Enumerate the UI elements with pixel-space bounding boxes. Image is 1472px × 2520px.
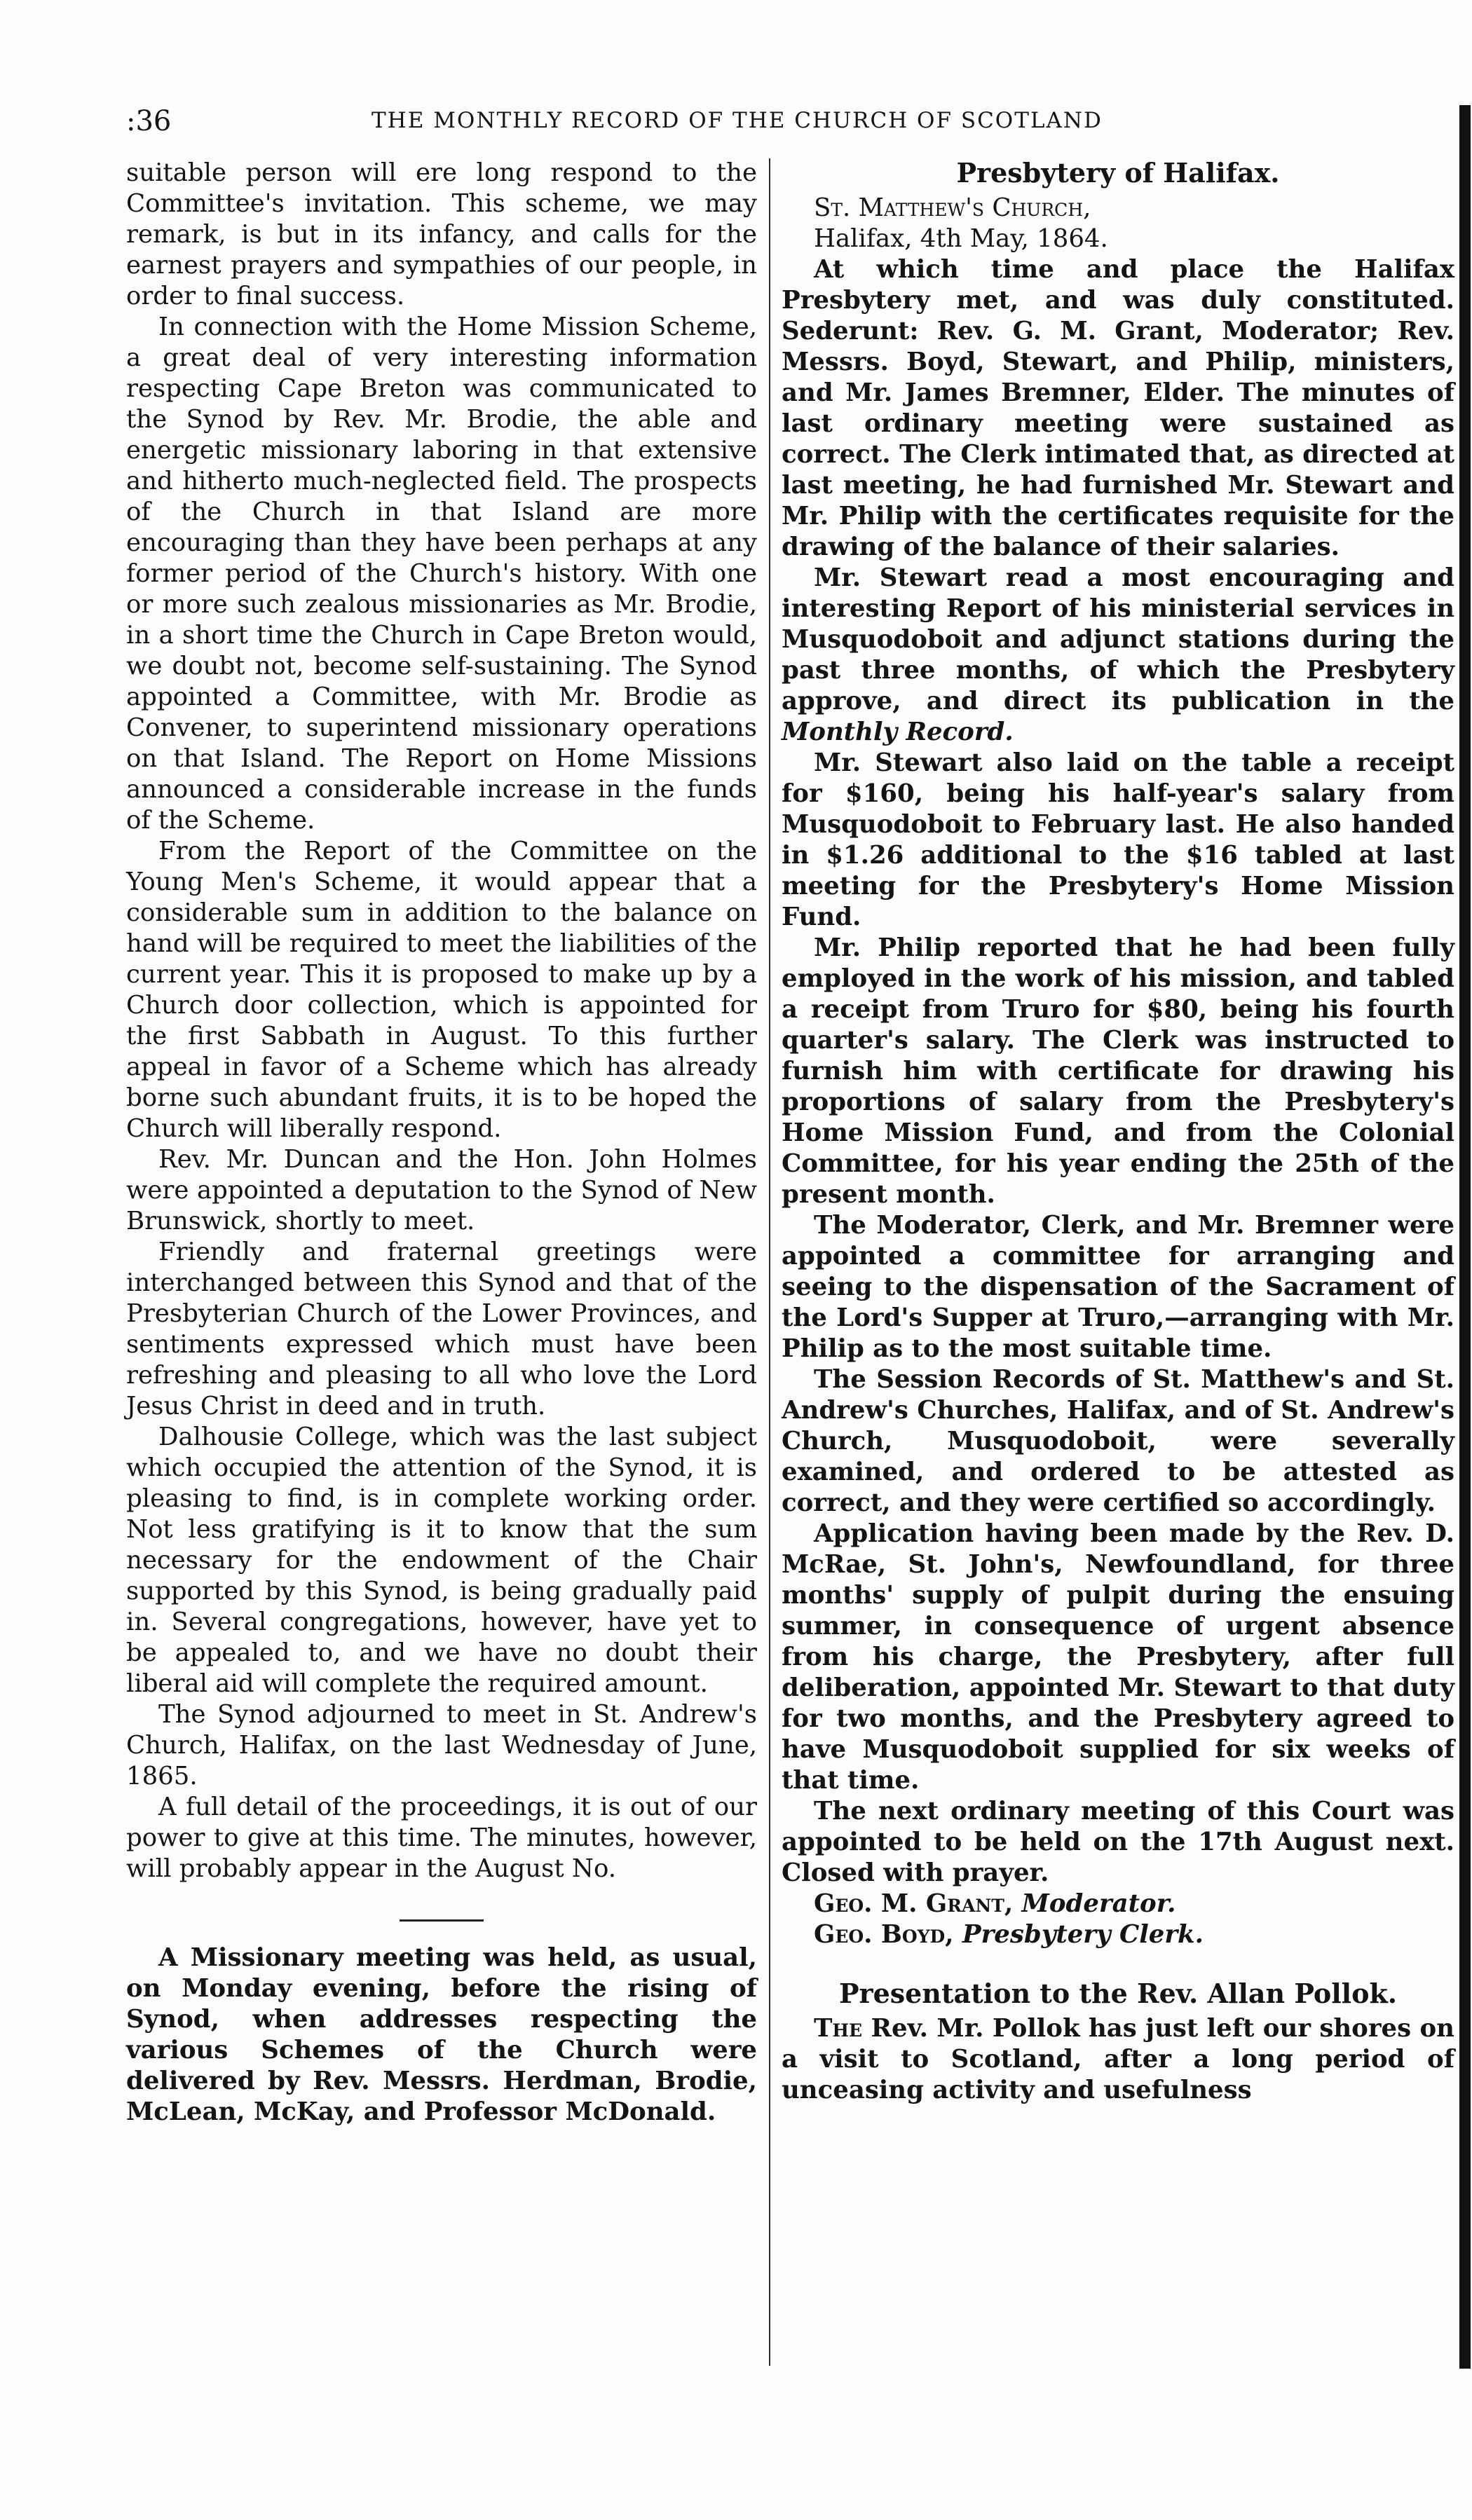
pollok-text: Rev. Mr. Pollok has just left our shores on a visit to Scotland, after a long period of unceasing activity and usefulness xyxy=(782,2014,1454,2104)
signature-name: Geo. M. Grant, xyxy=(814,1889,1014,1918)
paragraph-adjournment: The Synod adjourned to meet in St. Andrew's Church, Halifax, on the last Wednesday of June, 1865. xyxy=(126,1700,757,1790)
section-separator xyxy=(400,1919,484,1922)
column-divider xyxy=(769,158,770,2366)
paragraph-session-records: The Session Records of St. Matthew's and St. Andrew's Churches, Halifax, and of St. Andrew's Church, Musquodoboit, were severally examined, and ordered to be attested as correct, and they were certified so accordingly. xyxy=(782,1365,1454,1517)
paragraph-greetings: Friendly and fraternal greetings were interchanged between this Synod and that of the Presbyterian Church of the Lower Provinces, and sentiments expressed which must have been refreshing and pleasing to all who love the Lord Jesus Christ in deed and in truth. xyxy=(126,1238,757,1420)
paragraph-proceedings: A full detail of the proceedings, it is out of our power to give at this time. The minutes, however, will probably appear in the August No. xyxy=(126,1793,757,1883)
paragraph-stewart-receipt: Mr. Stewart also laid on the table a receipt for $160, being his half-year's salary from Musquodoboit to February last. He also handed in $1.26 additional to the $16 tabled at last meeting for the Presbytery's Home Mission Fund. xyxy=(782,748,1454,931)
paragraph-stewart-report xyxy=(782,563,1454,748)
signature-role: Presbytery Clerk. xyxy=(962,1920,1204,1949)
paragraph-committee: The Moderator, Clerk, and Mr. Bremner were appointed a committee for arranging and seeing to the dispensation of the Sacrament of the Lord's Supper at Truro,—arranging with Mr. Philip as to the most suitable time. xyxy=(782,1211,1454,1363)
signature-role: Moderator. xyxy=(1021,1889,1176,1918)
right-edge-rule xyxy=(1459,105,1471,2369)
stewart-report-text: Mr. Stewart read a most encouraging and interesting Report of his ministerial services in Musquodoboit and adjunct stations during the past three months, of which the Presbytery approve, and direct its publication in the xyxy=(782,563,1454,715)
paragraph-deputation: Rev. Mr. Duncan and the Hon. John Holmes were appointed a deputation to the Synod of New Brunswick, shortly to meet. xyxy=(126,1145,757,1235)
right-column xyxy=(782,158,1454,2106)
paragraph-dalhousie: Dalhousie College, which was the last subject which occupied the attention of the Synod, it is pleasing to find, is in complete working order. Not less gratifying is it to know that the sum necessary for the endowment of the Chair supported by this Synod, is being gradually paid in. Several congregations, however, have yet to be appealed to, and we have no doubt their liberal aid will complete the required amount. xyxy=(126,1423,757,1698)
paragraph-next-meeting: The next ordinary meeting of this Court was appointed to be held on the 17th August next. Closed with prayer. xyxy=(782,1797,1454,1887)
paragraph-philip-report: Mr. Philip reported that he had been fully employed in the work of his mission, and tabled a receipt from Truro for $80, being his fourth quarter's salary. The Clerk was instructed to furnish him with certificate for drawing his proportions of salary from the Presbytery's Home Mission Fund, and from the Colonial Committee, for his year ending the 25th of the present month. xyxy=(782,933,1454,1209)
signature-moderator xyxy=(782,1889,1454,1919)
paragraph-pollok xyxy=(782,2013,1454,2106)
paragraph-home-mission: In connection with the Home Mission Scheme, a great deal of very interesting information respecting Cape Breton was communicated to the Synod by Rev. Mr. Brodie, the able and energetic missionary laboring in that extensive and hitherto much-neglected field. The prospects of the Church in that Island are more encouraging than they have been perhaps at any former period of the Church's history. With one or more such zealous missionaries as Mr. Brodie, in a short time the Church in Cape Breton would, we doubt not, become self-sustaining. The Synod appointed a Committee, with Mr. Brodie as Convener, to superintend missionary operations on that Island. The Report on Home Missions announced a considerable increase in the funds of the Scheme. xyxy=(126,313,757,835)
section-title-presentation: Presentation to the Rev. Allan Pollok. xyxy=(838,1978,1398,2009)
paragraph-young-mens-scheme: From the Report of the Committee on the Young Men's Scheme, it would appear that a considerable sum in addition to the balance on hand will be required to meet the liabilities of the current year. This it is proposed to make up by a Church door collection, which is appointed for the first Sabbath in August. To this further appeal in favor of a Scheme which has already borne such abundant fruits, it is to be hoped the Church will liberally respond. xyxy=(126,837,757,1143)
section-title-presbytery: Presbytery of Halifax. xyxy=(956,157,1280,189)
page-header xyxy=(126,105,1388,154)
running-title: THE MONTHLY RECORD OF THE CHURCH OF SCOTLAND xyxy=(372,108,1103,133)
left-column xyxy=(126,158,757,2128)
place-line: St. Matthew's Church, xyxy=(814,193,1091,222)
signature-name: Geo. Boyd, xyxy=(814,1920,954,1949)
paragraph-missionary-meeting: A Missionary meeting was held, as usual, on Monday evening, before the rising of Synod, when addresses respecting the various Schemes of the Church were delivered by Rev. Messrs. Herdman, Brodie, McLean, McKay, and Professor McDonald. xyxy=(126,1943,757,2126)
page-number: :36 xyxy=(126,105,172,137)
lead-word: The xyxy=(814,2014,863,2043)
signature-clerk xyxy=(782,1919,1454,1950)
paragraph-application: Application having been made by the Rev. D. McRae, St. John's, Newfoundland, for three months' supply of pulpit during the ensuing summer, in consequence of urgent absence from his charge, the Presbytery, after full deliberation, appointed Mr. Stewart to that duty for two months, and the Presbytery agreed to have Musquodoboit supplied for six weeks of that time. xyxy=(782,1519,1454,1795)
paragraph-continued: suitable person will ere long respond to the Committee's invitation. This scheme, we may remark, is but in its infancy, and calls for the earnest prayers and sympathies of our people, in order to final success. xyxy=(126,158,757,310)
date-line: Halifax, 4th May, 1864. xyxy=(814,224,1108,253)
monthly-record-title: Monthly Record. xyxy=(782,718,1014,746)
paragraph-sederunt: At which time and place the Halifax Presbytery met, and was duly constituted. Sederunt: Rev. G. M. Grant, Moderator; Rev. Messrs. Boyd, Stewart, and Philip, ministers, and Mr. James Bremner, Elder. The minutes of last ordinary meeting were sustained as correct. The Clerk intimated that, as directed at last meeting, he had furnished Mr. Stewart and Mr. Philip with the certificates requisite for the drawing of the balance of their salaries. xyxy=(782,255,1454,561)
